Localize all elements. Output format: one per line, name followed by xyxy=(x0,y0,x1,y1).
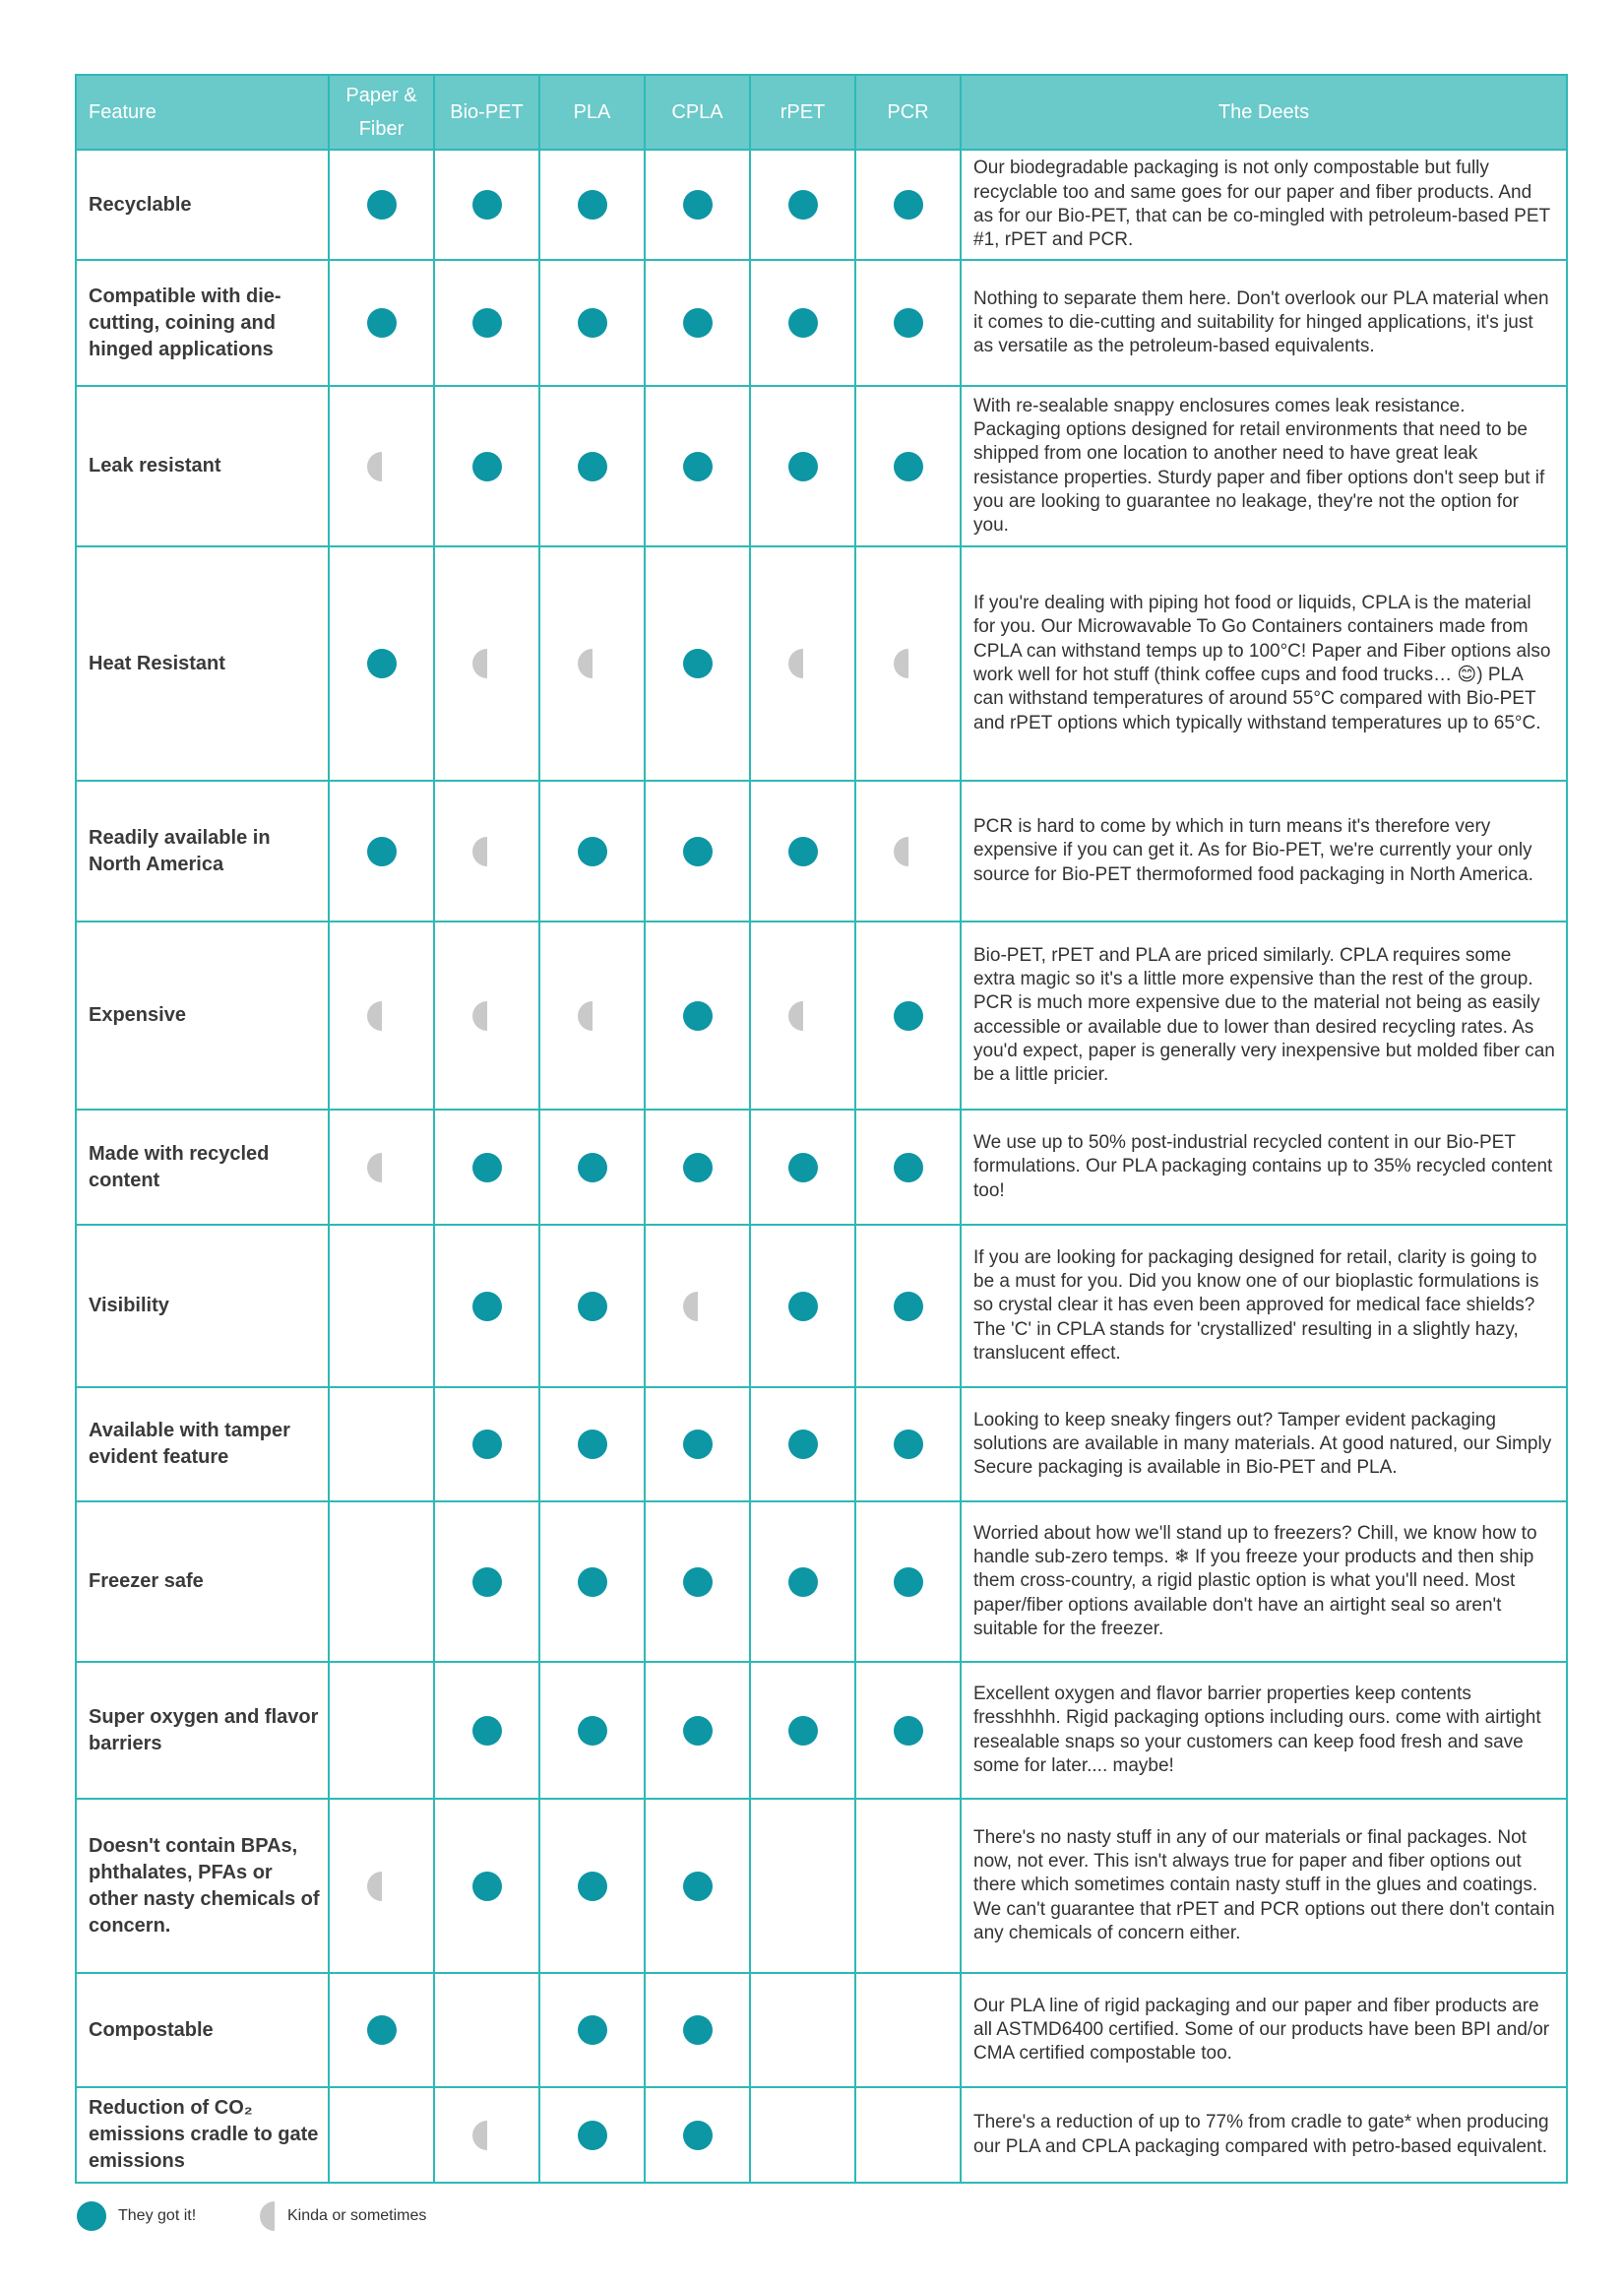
full-circle-icon xyxy=(788,190,818,220)
mark-cell-rpet xyxy=(750,1387,855,1501)
full-circle-icon xyxy=(894,190,923,220)
mark-cell-pla xyxy=(539,2087,645,2183)
mark-cell-pla xyxy=(539,781,645,922)
full-circle-icon xyxy=(894,308,923,338)
full-circle-icon xyxy=(472,1430,502,1459)
full-circle-icon xyxy=(578,1716,607,1746)
half-circle-icon xyxy=(367,1872,382,1901)
header-bio-pet: Bio-PET xyxy=(434,75,539,150)
half-circle-icon xyxy=(578,1001,593,1031)
mark-cell-bio-pet xyxy=(434,386,539,546)
mark-cell-bio-pet xyxy=(434,1225,539,1387)
mark-cell-pcr xyxy=(855,781,961,922)
mark-cell-pcr xyxy=(855,150,961,260)
half-circle-icon xyxy=(472,837,487,866)
full-circle-icon xyxy=(788,452,818,481)
header-pla: PLA xyxy=(539,75,645,150)
deets-text: Bio-PET, rPET and PLA are priced similarly. CPLA requires some extra magic so it's a little more expensive than the rest of the group. PCR is much more expensive due to the material not being as easily accessible or available due to lower than desired recycling rates. As you'd expect, paper is generally very inexpensive but molded fiber can be a little pricier. xyxy=(961,922,1567,1110)
mark-cell-pcr xyxy=(855,386,961,546)
full-circle-icon xyxy=(894,1292,923,1321)
mark-cell-cpla xyxy=(645,1225,750,1387)
deets-text: If you're dealing with piping hot food or liquids, CPLA is the material for you. Our Microwavable To Go Containers containers made from CPLA can withstand temps up to 100°C! Paper and Fiber options also work well for hot stuff (think coffee cups and food trucks… 😊) PLA can withstand temperatures of around 55°C compared with Bio-PET and rPET options which typically withstand temperatures up to 65°C. xyxy=(961,546,1567,781)
full-circle-icon xyxy=(578,308,607,338)
mark-cell-paper-fiber xyxy=(329,1973,434,2087)
mark-cell-bio-pet xyxy=(434,1662,539,1799)
mark-cell-pla xyxy=(539,922,645,1110)
table-row xyxy=(76,1501,1567,1662)
full-circle-icon xyxy=(683,649,713,678)
table-row xyxy=(76,1662,1567,1799)
table-row xyxy=(76,260,1567,386)
mark-cell-bio-pet xyxy=(434,1387,539,1501)
full-circle-icon xyxy=(472,190,502,220)
header-feature: Feature xyxy=(76,75,329,150)
mark-cell-cpla xyxy=(645,386,750,546)
mark-cell-pla xyxy=(539,1973,645,2087)
mark-cell-paper-fiber xyxy=(329,150,434,260)
half-circle-icon xyxy=(367,1153,382,1182)
full-circle-icon xyxy=(472,308,502,338)
full-circle-icon xyxy=(894,1430,923,1459)
mark-cell-pla xyxy=(539,1501,645,1662)
mark-cell-bio-pet xyxy=(434,546,539,781)
mark-cell-bio-pet xyxy=(434,260,539,386)
mark-cell-rpet xyxy=(750,922,855,1110)
mark-cell-rpet xyxy=(750,260,855,386)
deets-text: Excellent oxygen and flavor barrier properties keep contents fresshhhh. Rigid packaging options including ours. come with airtight resealable snaps so your customers can keep food fresh and save some for later.... maybe! xyxy=(961,1662,1567,1799)
mark-cell-rpet xyxy=(750,546,855,781)
full-circle-icon xyxy=(578,1292,607,1321)
deets-text: Nothing to separate them here. Don't overlook our PLA material when it comes to die-cutting and suitability for hinged applications, it's just as versatile as the petroleum-based equivalents. xyxy=(961,260,1567,386)
feature-name: Compostable xyxy=(76,1973,329,2087)
full-circle-icon xyxy=(578,1153,607,1182)
mark-cell-pcr xyxy=(855,1387,961,1501)
full-circle-icon xyxy=(683,1430,713,1459)
mark-cell-rpet xyxy=(750,386,855,546)
deets-text: Worried about how we'll stand up to freezers? Chill, we know how to handle sub-zero temps. ❄ If you freeze your products and then ship them cross-country, a rigid plastic option is what you'll need. Most paper/fiber options available don't have an airtight seal so aren't suitable for the freezer. xyxy=(961,1501,1567,1662)
mark-cell-bio-pet xyxy=(434,150,539,260)
mark-cell-bio-pet xyxy=(434,781,539,922)
deets-text: Our PLA line of rigid packaging and our paper and fiber products are all ASTMD6400 certified. Some of our products have been BPI and/or CMA certified compostable too. xyxy=(961,1973,1567,2087)
mark-cell-paper-fiber xyxy=(329,1662,434,1799)
feature-name: Made with recycled content xyxy=(76,1110,329,1225)
mark-cell-pla xyxy=(539,1387,645,1501)
half-circle-icon xyxy=(367,452,382,481)
mark-cell-rpet xyxy=(750,150,855,260)
deets-text: Our biodegradable packaging is not only compostable but fully recyclable too and same goes for our paper and fiber products. And as for our Bio-PET, that can be co-mingled with petroleum-based PET #1, rPET and PCR. xyxy=(961,150,1567,260)
mark-cell-pla xyxy=(539,386,645,546)
full-circle-icon xyxy=(683,1872,713,1901)
mark-cell-pla xyxy=(539,150,645,260)
full-circle-icon xyxy=(578,2015,607,2045)
mark-cell-cpla xyxy=(645,1387,750,1501)
half-circle-icon xyxy=(683,1292,698,1321)
mark-cell-cpla xyxy=(645,546,750,781)
header-rpet: rPET xyxy=(750,75,855,150)
full-circle-icon xyxy=(472,1292,502,1321)
mark-cell-cpla xyxy=(645,922,750,1110)
mark-cell-rpet xyxy=(750,781,855,922)
mark-cell-pcr xyxy=(855,1110,961,1225)
mark-cell-paper-fiber xyxy=(329,1799,434,1973)
mark-cell-paper-fiber xyxy=(329,922,434,1110)
table-body xyxy=(76,150,1567,2183)
deets-text: Looking to keep sneaky fingers out? Tamper evident packaging solutions are available in many materials. At good natured, our Simply Secure packaging is available in Bio-PET and PLA. xyxy=(961,1387,1567,1501)
full-circle-icon xyxy=(788,1292,818,1321)
full-circle-icon xyxy=(683,2121,713,2150)
header-pcr: PCR xyxy=(855,75,961,150)
full-circle-icon xyxy=(788,837,818,866)
mark-cell-paper-fiber xyxy=(329,1387,434,1501)
table-row xyxy=(76,1973,1567,2087)
full-circle-icon xyxy=(578,190,607,220)
half-circle-icon xyxy=(788,1001,803,1031)
mark-cell-paper-fiber xyxy=(329,1501,434,1662)
mark-cell-rpet xyxy=(750,1662,855,1799)
mark-cell-rpet xyxy=(750,1973,855,2087)
full-circle-icon xyxy=(578,1872,607,1901)
full-circle-icon xyxy=(788,1153,818,1182)
mark-cell-pcr xyxy=(855,2087,961,2183)
full-circle-icon xyxy=(578,1430,607,1459)
mark-cell-paper-fiber xyxy=(329,386,434,546)
mark-cell-rpet xyxy=(750,1110,855,1225)
mark-cell-pcr xyxy=(855,1799,961,1973)
mark-cell-pcr xyxy=(855,1973,961,2087)
mark-cell-rpet xyxy=(750,1225,855,1387)
mark-cell-bio-pet xyxy=(434,1973,539,2087)
half-circle-icon xyxy=(472,1001,487,1031)
half-circle-icon xyxy=(578,649,593,678)
mark-cell-bio-pet xyxy=(434,922,539,1110)
mark-cell-pla xyxy=(539,546,645,781)
full-circle-icon xyxy=(894,1716,923,1746)
full-circle-icon xyxy=(683,1001,713,1031)
full-circle-icon xyxy=(788,308,818,338)
mark-cell-cpla xyxy=(645,1501,750,1662)
deets-text: With re-sealable snappy enclosures comes leak resistance. Packaging options designed for retail environments that need to be shipped from one location to another need to have great leak resistance properties. Sturdy paper and fiber options don't seep but if you are looking to guarantee no leakage, they're not the option for you. xyxy=(961,386,1567,546)
header-paper-fiber: Paper & Fiber xyxy=(329,75,434,150)
mark-cell-pcr xyxy=(855,1501,961,1662)
mark-cell-pla xyxy=(539,260,645,386)
full-circle-icon xyxy=(894,452,923,481)
mark-cell-pcr xyxy=(855,1225,961,1387)
mark-cell-pla xyxy=(539,1662,645,1799)
mark-cell-paper-fiber xyxy=(329,1225,434,1387)
half-circle-icon xyxy=(894,649,908,678)
full-circle-icon xyxy=(578,2121,607,2150)
full-circle-icon xyxy=(788,1716,818,1746)
full-circle-icon xyxy=(683,1153,713,1182)
mark-cell-bio-pet xyxy=(434,1799,539,1973)
deets-text: We use up to 50% post-industrial recycled content in our Bio-PET formulations. Our PLA packaging contains up to 35% recycled content too! xyxy=(961,1110,1567,1225)
full-circle-icon xyxy=(683,452,713,481)
feature-name: Expensive xyxy=(76,922,329,1110)
mark-cell-pla xyxy=(539,1799,645,1973)
full-circle-icon xyxy=(367,190,397,220)
mark-cell-paper-fiber xyxy=(329,546,434,781)
feature-name: Reduction of CO₂ emissions cradle to gate emissions xyxy=(76,2087,329,2183)
full-circle-icon xyxy=(683,1716,713,1746)
mark-cell-paper-fiber xyxy=(329,1110,434,1225)
full-circle-icon xyxy=(472,1872,502,1901)
half-circle-icon xyxy=(788,649,803,678)
comparison-table xyxy=(75,74,1568,2184)
mark-cell-pcr xyxy=(855,1662,961,1799)
feature-name: Super oxygen and flavor barriers xyxy=(76,1662,329,1799)
mark-cell-rpet xyxy=(750,1501,855,1662)
table-row xyxy=(76,386,1567,546)
feature-name: Doesn't contain BPAs, phthalates, PFAs or other nasty chemicals of concern. xyxy=(76,1799,329,1973)
feature-name: Freezer safe xyxy=(76,1501,329,1662)
feature-name: Leak resistant xyxy=(76,386,329,546)
full-circle-icon xyxy=(472,1716,502,1746)
mark-cell-pcr xyxy=(855,546,961,781)
table-row xyxy=(76,1110,1567,1225)
deets-text: There's a reduction of up to 77% from cradle to gate* when producing our PLA and CPLA packaging compared with petro-based equivalent. xyxy=(961,2087,1567,2183)
mark-cell-paper-fiber xyxy=(329,781,434,922)
full-circle-icon xyxy=(472,1567,502,1597)
full-circle-icon xyxy=(894,1001,923,1031)
mark-cell-pla xyxy=(539,1110,645,1225)
mark-cell-cpla xyxy=(645,150,750,260)
full-circle-icon xyxy=(894,1153,923,1182)
table-row xyxy=(76,1387,1567,1501)
full-circle-icon xyxy=(367,308,397,338)
mark-cell-cpla xyxy=(645,781,750,922)
mark-cell-cpla xyxy=(645,1799,750,1973)
header-row xyxy=(76,75,1567,150)
mark-cell-bio-pet xyxy=(434,1110,539,1225)
feature-name: Compatible with die-cutting, coining and hinged applications xyxy=(76,260,329,386)
table-row xyxy=(76,2087,1567,2183)
half-circle-icon xyxy=(894,837,908,866)
half-circle-icon xyxy=(260,2201,275,2231)
header-deets: The Deets xyxy=(961,75,1567,150)
deets-text: There's no nasty stuff in any of our materials or final packages. Not now, not ever. This isn't always true for paper and fiber options out there which sometimes contain nasty stuff in the glues and coatings. We can't guarantee that rPET and PCR options out there don't contain any chemicals of concern either. xyxy=(961,1799,1567,1973)
full-circle-icon xyxy=(683,1567,713,1597)
full-circle-icon xyxy=(683,308,713,338)
half-circle-icon xyxy=(472,2121,487,2150)
mark-cell-pcr xyxy=(855,260,961,386)
feature-name: Available with tamper evident feature xyxy=(76,1387,329,1501)
legend-full-label: They got it! xyxy=(118,2207,197,2224)
table-row xyxy=(76,1799,1567,1973)
full-circle-icon xyxy=(788,1430,818,1459)
mark-cell-cpla xyxy=(645,260,750,386)
half-circle-icon xyxy=(472,649,487,678)
mark-cell-cpla xyxy=(645,1110,750,1225)
mark-cell-rpet xyxy=(750,1799,855,1973)
full-circle-icon xyxy=(683,190,713,220)
full-circle-icon xyxy=(578,452,607,481)
mark-cell-pcr xyxy=(855,922,961,1110)
full-circle-icon xyxy=(683,2015,713,2045)
table-row xyxy=(76,546,1567,781)
legend-partial-label: Kinda or sometimes xyxy=(287,2207,427,2224)
full-circle-icon xyxy=(472,452,502,481)
full-circle-icon xyxy=(578,1567,607,1597)
table-row xyxy=(76,1225,1567,1387)
half-circle-icon xyxy=(367,1001,382,1031)
header-cpla: CPLA xyxy=(645,75,750,150)
full-circle-icon xyxy=(578,837,607,866)
full-circle-icon xyxy=(894,1567,923,1597)
mark-cell-pla xyxy=(539,1225,645,1387)
mark-cell-cpla xyxy=(645,1973,750,2087)
full-circle-icon xyxy=(367,649,397,678)
table-row xyxy=(76,781,1567,922)
deets-text: PCR is hard to come by which in turn means it's therefore very expensive if you can get it. As for Bio-PET, we're currently your only source for Bio-PET thermoformed food packaging in North America. xyxy=(961,781,1567,922)
feature-name: Visibility xyxy=(76,1225,329,1387)
mark-cell-bio-pet xyxy=(434,1501,539,1662)
mark-cell-paper-fiber xyxy=(329,2087,434,2183)
mark-cell-rpet xyxy=(750,2087,855,2183)
mark-cell-bio-pet xyxy=(434,2087,539,2183)
table-row xyxy=(76,922,1567,1110)
mark-cell-cpla xyxy=(645,2087,750,2183)
feature-name: Heat Resistant xyxy=(76,546,329,781)
mark-cell-paper-fiber xyxy=(329,260,434,386)
full-circle-icon xyxy=(77,2201,106,2231)
feature-name: Recyclable xyxy=(76,150,329,260)
full-circle-icon xyxy=(472,1153,502,1182)
full-circle-icon xyxy=(683,837,713,866)
feature-name: Readily available in North America xyxy=(76,781,329,922)
full-circle-icon xyxy=(367,837,397,866)
full-circle-icon xyxy=(788,1567,818,1597)
full-circle-icon xyxy=(367,2015,397,2045)
table-row xyxy=(76,150,1567,260)
mark-cell-cpla xyxy=(645,1662,750,1799)
deets-text: If you are looking for packaging designed for retail, clarity is going to be a must for you. Did you know one of our bioplastic formulations is so crystal clear it has even been approved for medical face shields? The 'C' in CPLA stands for 'crystallized' resulting in a slightly hazy, translucent effect. xyxy=(961,1225,1567,1387)
